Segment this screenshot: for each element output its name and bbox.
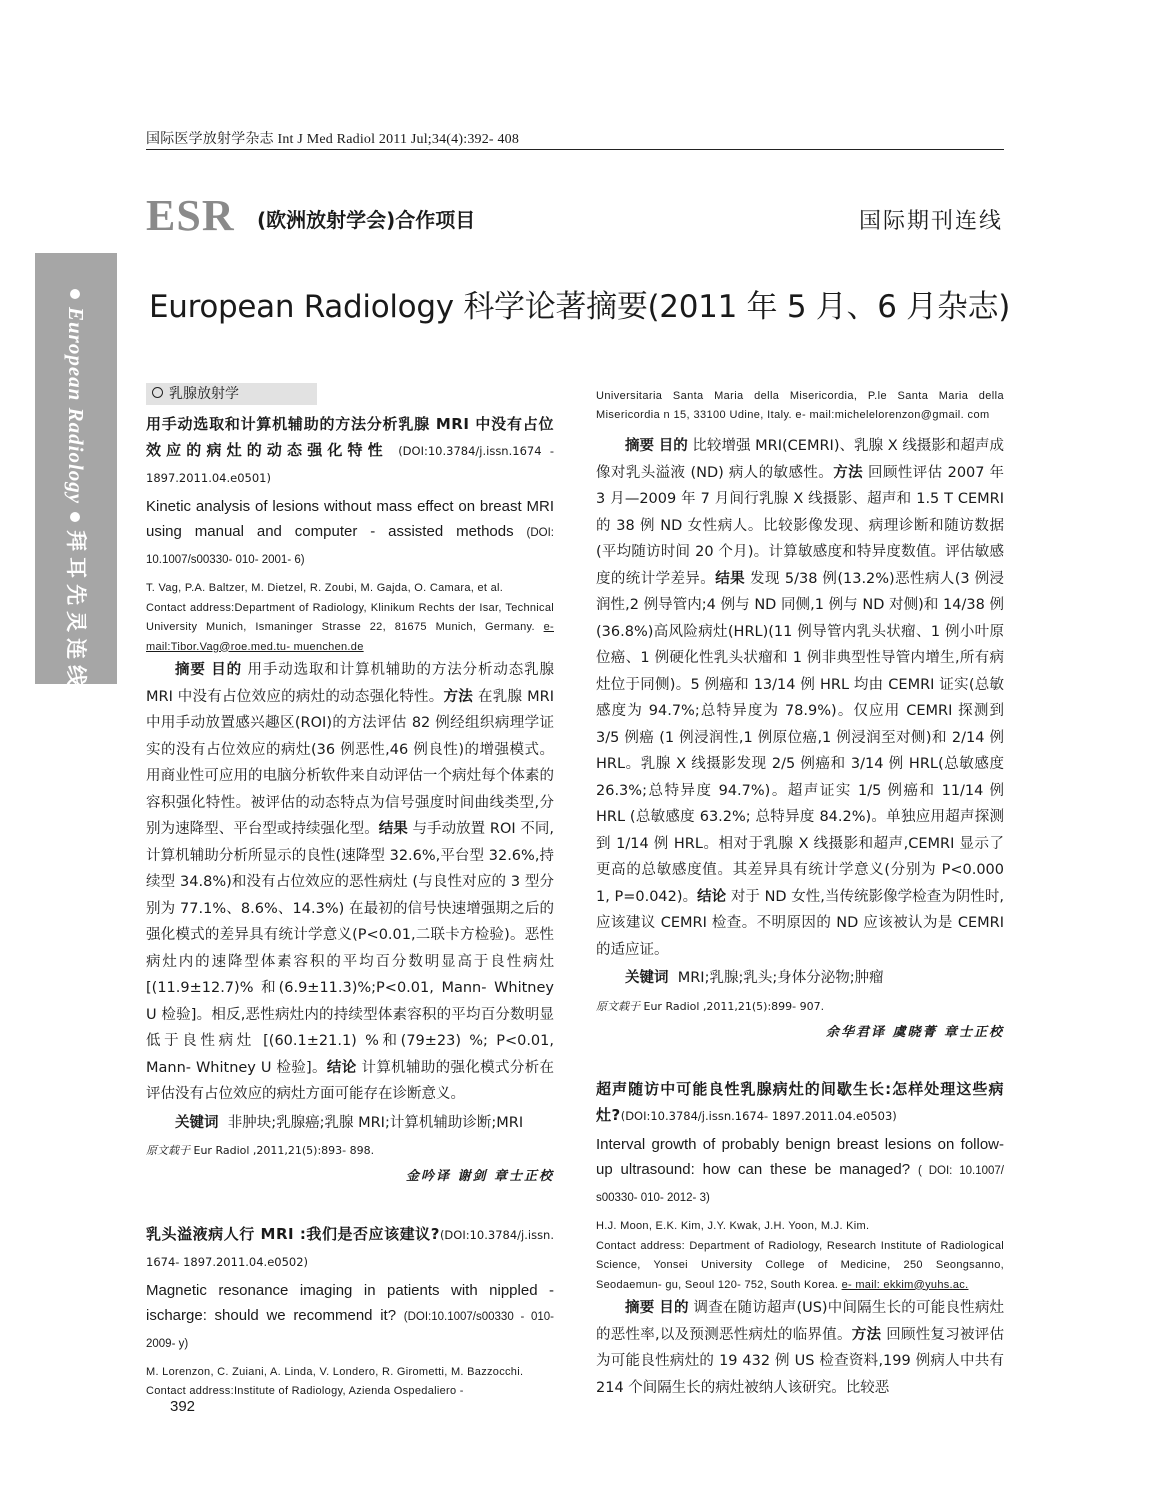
article-2-en-doi: (DOI:10.1007/s00330 - 010- 2009- y): [146, 1310, 555, 1350]
side-banner: [35, 253, 117, 693]
article-2-source: 原文载于 Eur Radiol ,2011,21(5):899- 907.: [596, 999, 825, 1013]
article-gap: [596, 1046, 1004, 1076]
article-2-cn-doi: (DOI:10.3784/j.issn. 1674- 1897.2011.04.e0502): [146, 1227, 554, 1269]
esr-logo: ESR: [146, 191, 235, 240]
header-rule: [146, 149, 1004, 150]
article-1-en-doi: (DOI: 10.1007/s00330- 010- 2001- 6): [146, 527, 555, 566]
article-2-abstract: 摘要 目的 比较增强 MRI(CEMRI)、乳腺 X 线摄影和超声成像对乳头溢液 (ND) 病人的敏感性。方法 回顾性评估 2007 年 3 月—2009 年 7 月间行乳腺 X 线摄影、超声和 1.5 T CEMRI 的 38 例 ND 女性病人。比较影像发现、病理诊断和随访数据(平均随访时间 20 个月)。计算敏感度和特异度数值。评估敏感度的统计学差异。结果 发现 5/38 例(13.2%)恶性病人(3 例浸润性,2 例导管内;4 例与 ND 同侧,1 例与 ND 对侧)和 14/38 例(36.8%)高风险病灶(HRL)(11 例导管内乳头状瘤、1 例小叶原位癌、1 例硬化性乳头状瘤和 1 例非典型性导管内增生,所有病灶位于同侧)。5 例癌和 13/14 例 HRL 均由 CEMRI 证实(总敏感度为 94.7%;总特异度为 78.9%)。仅应用 CEMRI 探测到 3/5 例癌 (1 例浸润性,1 例原位癌,1 例浸润至对侧)和 2/14 例 HRL。乳腺 X 线摄影发现 2/5 例癌和 3/14 例 HRL(总敏感度 26.3%;总特异度 94.7%)。超声证实 1/5 例癌和 11/14 例 HRL (总敏感度 63.2%; 总特异度 84.2%)。单独应用超声探测到 1/14 例 HRL。相对于乳腺 X 线摄影和超声,CEMRI 显示了更高的总敏感度值。其差异具有统计学意义(分别为 P<0.000 1, P=0.042)。结论 对于 ND 女性,当传统影像学检查为阴性时,应该建议 CEMRI 检查。不明原因的 ND 应该被认为是 CEMRI 的适应证。: [596, 438, 1005, 958]
article-3-contact: Contact address: Department of Radiology, Research Institute of Radiological Science, Yonsei University College of Medicine, 250 Seongsanno, Seodaemun- gu, Seoul 120- 752, South Korea. e- mail: ekkim@yuhs.ac.: [596, 1239, 1004, 1291]
section-label: [146, 383, 317, 405]
article-2-contact-continued: Universitaria Santa Maria della Misericordia, P.le Santa Maria della Misericordia n 15, 33100 Udine, Italy. e- mail:michelelorenzon@gmail. com: [596, 390, 1004, 421]
article-3: [596, 1076, 1004, 1401]
article-1: [146, 411, 554, 1191]
article-2-keywords: 关键词 MRI;乳腺;乳头;身体分泌物;肿瘤: [625, 970, 884, 986]
article-1-abstract: 摘要 目的 用手动选取和计算机辅助的方法分析动态乳腺 MRI 中没有占位效应的病灶的动态强化特性。方法 在乳腺 MRI 中用手动放置感兴趣区(ROI)的方法评估 82 例经组织病理学证实的没有占位效应的病灶(36 例恶性,46 例良性)的增强模式。用商业性可应用的电脑分析软件来自动评估一个病灶每个体素的容积强化特性。被评估的动态特点为信号强度时间曲线类型,分别为速降型、平台型或持续强化型。结果 与手动放置 ROI 不同,计算机辅助分析所显示的良性(速降型 32.6%,平台型 32.6%,持续型 34.8%)和没有占位效应的恶性病灶 (与良性对应的 3 型分别为 77.1%、8.6%、14.3%) 在最初的信号快速增强期之后的强化模式的差异具有统计学意义(P<0.01,二联卡方检验)。恶性病灶内的速降型体素容积的平均百分数明显高于良性病灶 [(11.9±12.7)% 和(6.9±11.3)%;P<0.01, Mann- Whitney U 检验]。相反,恶性病灶内的持续型体素容积的平均百分数明显低于良性病灶 [(60.1±21.1) %和(79±23) %; P<0.01, Mann- Whitney U 检验]。结论 计算机辅助的强化模式分析在评估没有占位效应的病灶方面可能存在诊断意义。: [146, 662, 555, 1102]
article-2-contact: Contact address:Institute of Radiology, Azienda Ospedaliero -: [146, 1385, 464, 1397]
side-banner-cn: 拜耳先灵连线: [64, 530, 88, 693]
article-2-en-title: Magnetic resonance imaging in patients with nippled - ischarge: should we recommend it? (DOI:10.1007/s00330 - 010- 2009- y): [146, 1281, 555, 1350]
journal-tag: 国际期刊连线: [858, 209, 1003, 234]
right-column: [596, 387, 1004, 1401]
article-2-continued: [596, 387, 1004, 1046]
circle-icon: [152, 387, 163, 398]
article-3-cn-title: 超声随访中可能良性乳腺病灶的间歇生长:怎样处理这些病灶?(DOI:10.3784/j.issn.1674- 1897.2011.04.e0503): [596, 1080, 1004, 1124]
esr-subtitle: (欧洲放射学会)合作项目: [257, 208, 476, 232]
running-header: 国际医学放射学杂志 Int J Med Radiol 2011 Jul;34(4):392- 408: [146, 132, 520, 147]
article-3-authors: H.J. Moon, E.K. Kim, J.Y. Kwak, J.H. Yoon, M.J. Kim.: [596, 1220, 870, 1232]
article-1-contact: Contact address:Department of Radiology, Klinikum Rechts der Isar, Technical University Munich, Ismaninger Strasse 22, 81675 Munich, Germany. e- mail:Tibor.Vag@roe.med.tu- muenchen.de: [146, 601, 554, 653]
left-column: [146, 381, 554, 1402]
article-1-cn-title: 用手动选取和计算机辅助的方法分析乳腺 MRI 中没有占位效应的病灶的动态强化特性 (DOI:10.3784/j.issn.1674 - 1897.2011.04.e0501): [146, 415, 554, 485]
page-title: European Radiology 科学论著摘要(2011 年 5 月、6 月杂志): [148, 289, 1011, 325]
article-2: [146, 1221, 554, 1402]
article-2-authors: M. Lorenzon, C. Zuiani, A. Linda, V. Londero, R. Girometti, M. Bazzocchi.: [146, 1365, 524, 1378]
article-1-keywords: 关键词 非肿块;乳腺癌;乳腺 MRI;计算机辅助诊断;MRI: [175, 1114, 524, 1131]
page-number: 392: [170, 1398, 196, 1415]
article-1-source: 原文载于 Eur Radiol ,2011,21(5):893- 898.: [146, 1144, 375, 1157]
article-1-en-title: Kinetic analysis of lesions without mass effect on breast MRI using manual and computer - assisted methods (DOI: 10.1007/s00330- 010- 2001- 6): [146, 498, 555, 566]
article-2-cn-title: 乳头溢液病人行 MRI :我们是否应该建议?(DOI:10.3784/j.issn. 1674- 1897.2011.04.e0502): [146, 1224, 554, 1269]
article-3-email-link[interactable]: e- mail: ekkim@yuhs.ac.: [841, 1278, 969, 1291]
article-1-translators: 金吟译 谢剑 章士正校: [405, 1169, 554, 1184]
article-3-en-doi: ( DOI: 10.1007/ s00330- 010- 2012- 3): [596, 1165, 1004, 1204]
article-1-authors: T. Vag, P.A. Baltzer, M. Dietzel, R. Zoubi, M. Gajda, O. Camara, et al.: [146, 582, 504, 594]
article-1-email-link[interactable]: e- mail:Tibor.Vag@roe.med.tu- muenchen.de: [146, 621, 554, 653]
side-banner-en: European Radiology: [64, 307, 88, 505]
bullet-icon: [70, 512, 80, 522]
side-banner-text: [61, 281, 91, 692]
article-3-en-title: Interval growth of probably benign breast lesions on follow- up ultrasound: how can these be managed? ( DOI: 10.1007/ s00330- 010- 2012- 3): [596, 1136, 1004, 1204]
bullet-icon: [70, 289, 80, 299]
article-1-cn-doi: (DOI:10.3784/j.issn.1674 - 1897.2011.04.e0501): [146, 444, 554, 485]
article-2-translators: 余华君译 虞晓菁 章士正校: [825, 1024, 1004, 1040]
section-label-text: 乳腺放射学: [169, 386, 239, 402]
article-3-cn-doi: (DOI:10.3784/j.issn.1674- 1897.2011.04.e0503): [620, 1109, 897, 1123]
article-3-abstract: 摘要 目的 调查在随访超声(US)中间隔生长的可能良性病灶的恶性率,以及预测恶性病灶的临界值。方法 回顾性复习被评估为可能良性病灶的 19 432 例 US 检查资料,199 例病人中共有 214 个间隔生长的病灶被纳人该研究。比较恶: [596, 1300, 1005, 1396]
article-gap: [146, 1191, 554, 1221]
